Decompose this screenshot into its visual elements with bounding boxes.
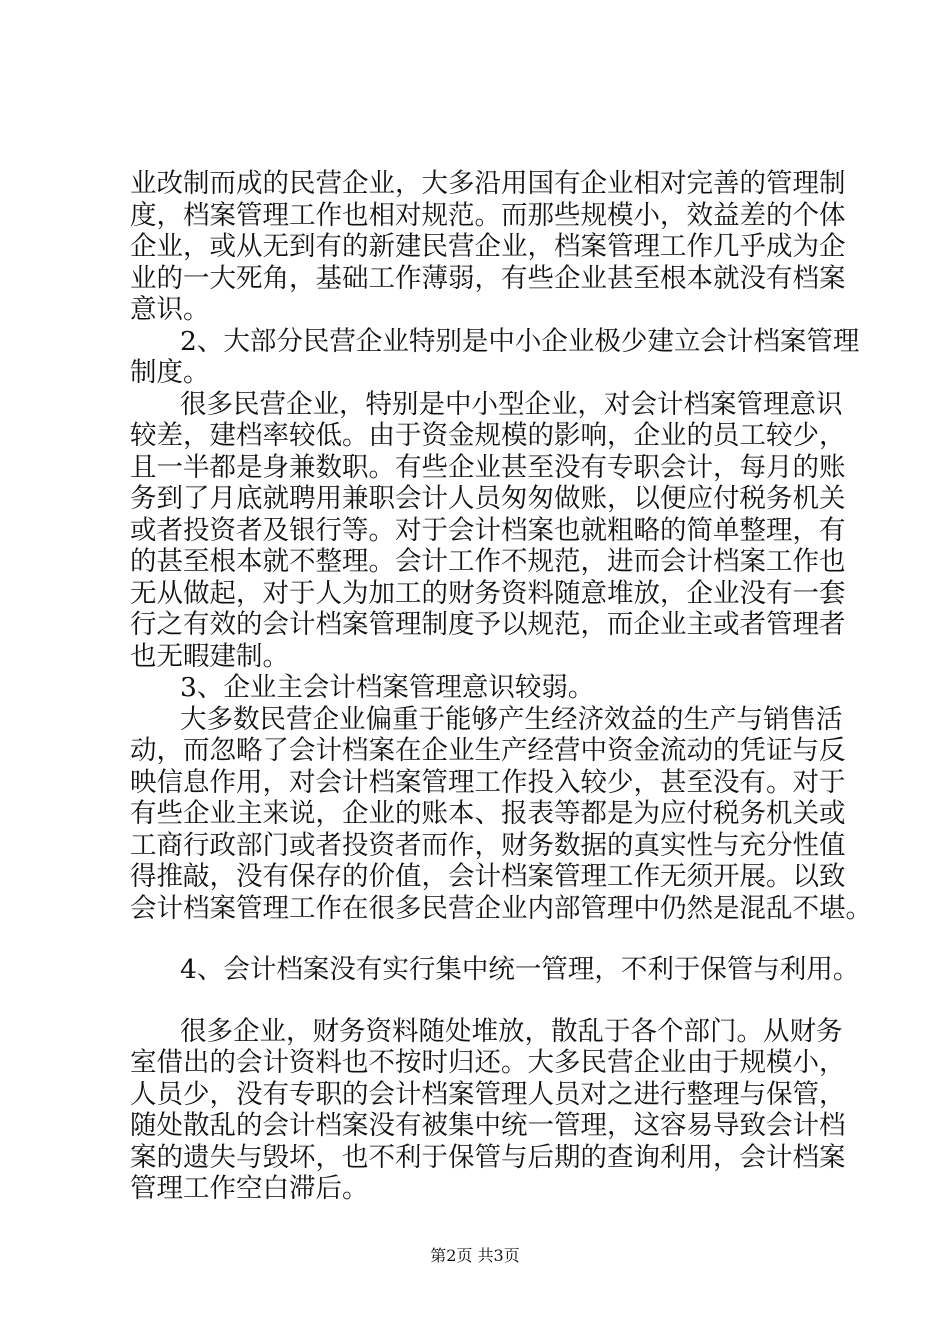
text-line: 人员少，没有专职的会计档案管理人员对之进行整理与保管， — [130, 1078, 846, 1110]
text-line: 行之有效的会计档案管理制度予以规范，而企业主或者管理者 — [130, 609, 846, 640]
text-line: 务到了月底就聘用兼职会计人员匆匆做账，以便应付税务机关 — [130, 483, 846, 514]
paragraph-start: 大多数民营企业偏重于能够产生经济效益的生产与销售活 — [180, 703, 843, 735]
text-line: 业的一大死角，基础工作薄弱，有些企业甚至根本就没有档案 — [130, 262, 846, 294]
text-line: 有些企业主来说，企业的账本、报表等都是为应付税务机关或 — [130, 798, 846, 829]
text-line: 意识。 — [130, 294, 210, 325]
text-line: 案的遗失与毁坏，也不利于保管与后期的查询利用，会计档案 — [130, 1141, 846, 1173]
text-line: 得推敲，没有保存的价值，会计档案管理工作无须开展。以致 — [130, 861, 846, 892]
text-line: 业改制而成的民营企业，大多沿用国有企业相对完善的管理制 — [130, 168, 846, 199]
text-line: 无从做起，对于人为加工的财务资料随意堆放，企业没有一套 — [130, 577, 846, 609]
text-line: 较差，建档率较低。由于资金规模的影响，企业的员工较少， — [130, 420, 846, 451]
text-line: 映信息作用，对会计档案管理工作投入较少，甚至没有。对于 — [130, 766, 846, 798]
paragraph-start: 很多民营企业，特别是中小型企业，对会计档案管理意识 — [180, 388, 843, 420]
text-line: 或者投资者及银行等。对于会计档案也就粗略的简单整理，有 — [130, 514, 846, 546]
text-line: 动，而忽略了会计档案在企业生产经营中资金流动的凭证与反 — [130, 735, 846, 766]
text-line: 随处散乱的会计档案没有被集中统一管理，这容易导致会计档 — [130, 1110, 846, 1141]
paragraph-start: 很多企业，财务资料随处堆放，散乱于各个部门。从财务 — [180, 1015, 843, 1047]
text-line: 管理工作空白滞后。 — [130, 1173, 369, 1204]
text-line: 度，档案管理工作也相对规范。而那些规模小，效益差的个体 — [130, 199, 846, 231]
section-heading-3: 3、企业主会计档案管理意识较弱。 — [180, 672, 595, 703]
text-line: 企业，或从无到有的新建民营企业，档案管理工作几乎成为企 — [130, 231, 846, 262]
text-line: 的甚至根本就不整理。会计工作不规范，进而会计档案工作也 — [130, 546, 846, 577]
text-line: 且一半都是身兼数职。有些企业甚至没有专职会计，每月的账 — [130, 451, 846, 483]
text-line: 室借出的会计资料也不按时归还。大多民营企业由于规模小， — [130, 1047, 846, 1078]
section-heading-4: 4、会计档案没有实行集中统一管理，不利于保管与利用。 — [180, 954, 860, 985]
text-line: 也无暇建制。 — [130, 640, 289, 672]
section-heading-2: 2、大部分民营企业特别是中小企业极少建立会计档案管理 — [180, 325, 860, 357]
text-line: 工商行政部门或者投资者而作，财务数据的真实性与充分性值 — [130, 829, 846, 861]
document-body — [130, 168, 872, 1205]
page-number-footer: 第2页 共3页 — [430, 1246, 520, 1265]
text-line: 会计档案管理工作在很多民营企业内部管理中仍然是混乱不堪。 — [130, 892, 872, 924]
text-line: 制度。 — [130, 357, 210, 388]
